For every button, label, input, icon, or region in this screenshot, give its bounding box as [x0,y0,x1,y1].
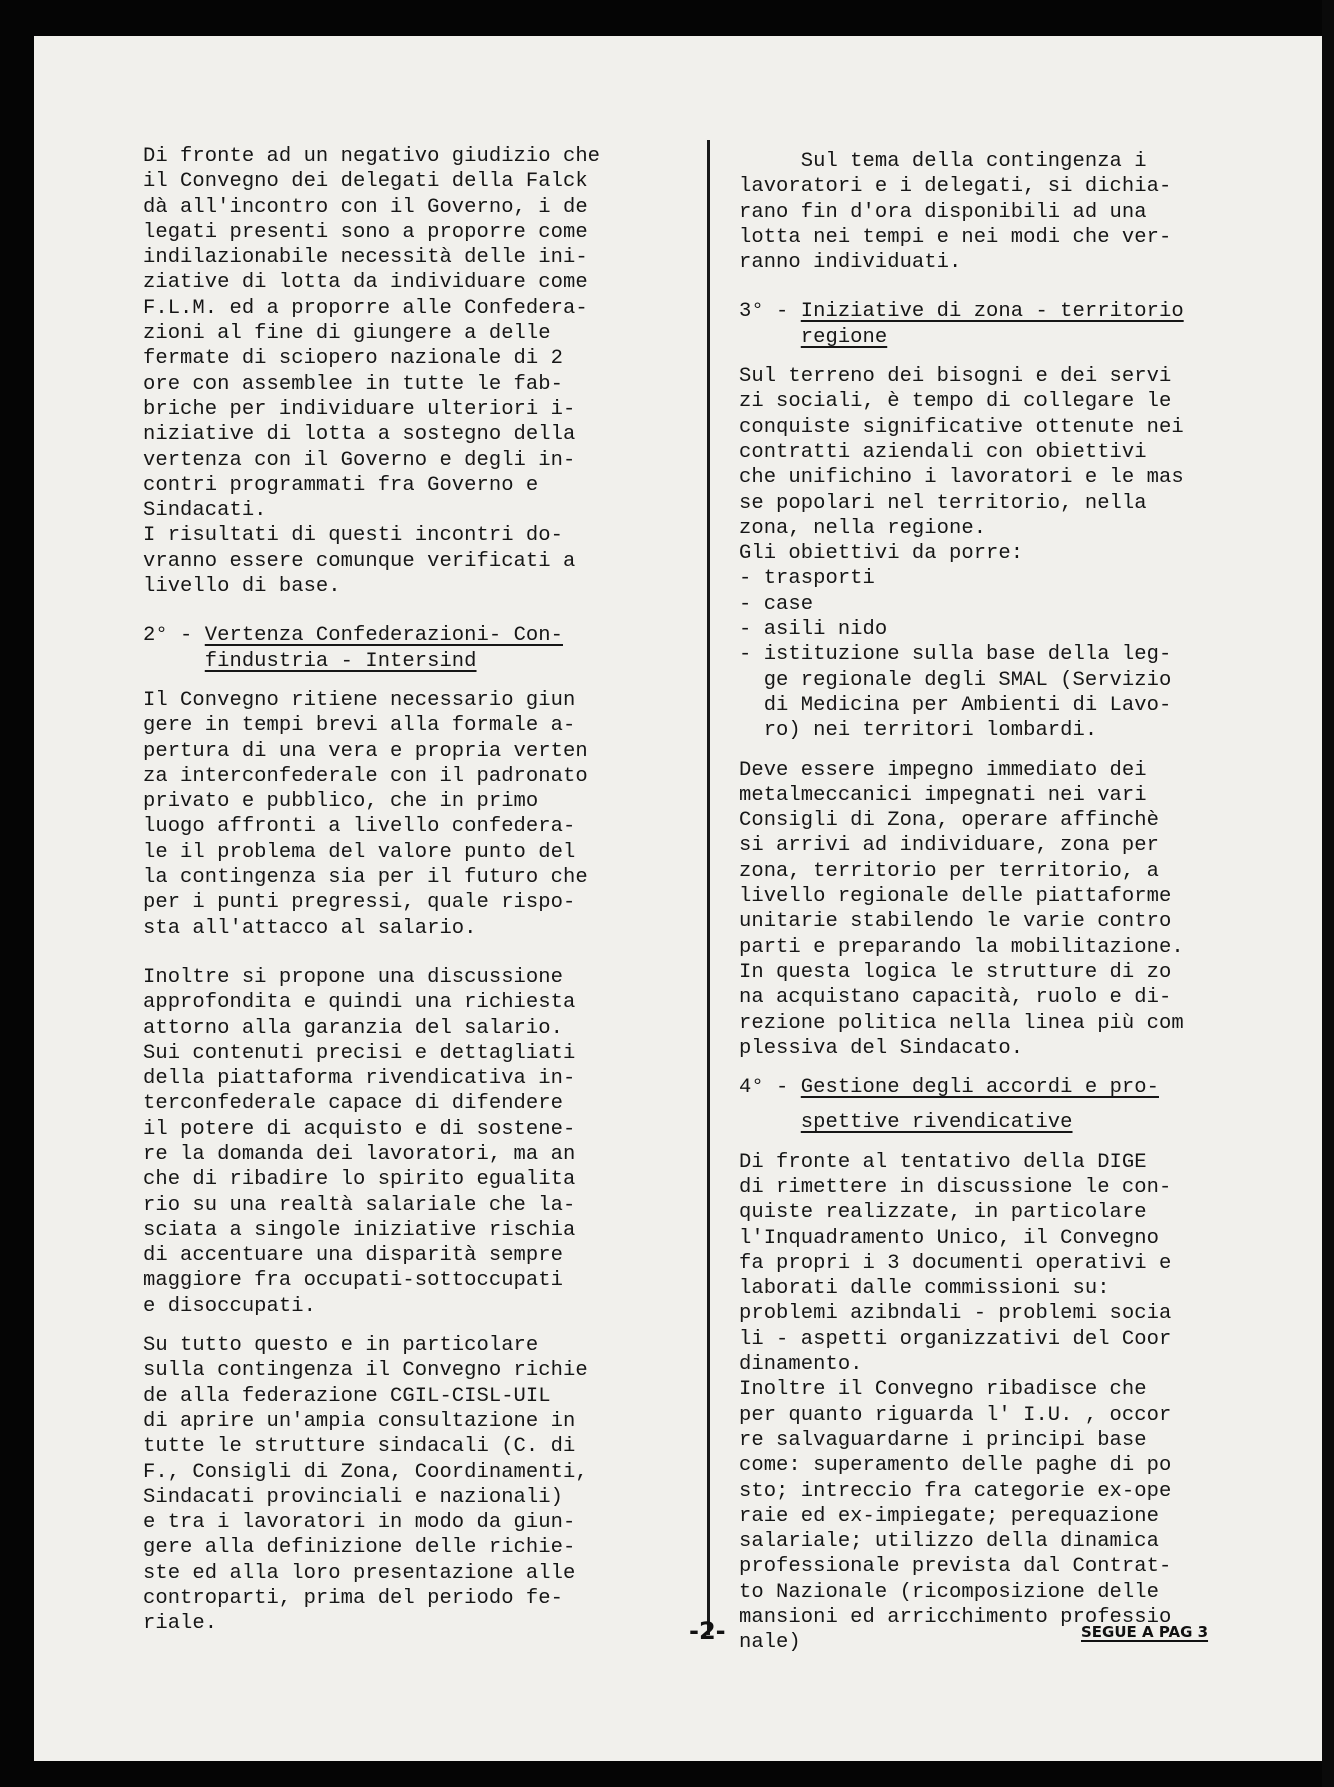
text-line: ziative di lotta da individuare come [143,271,588,295]
text-line: zona, territorio per territorio, a [739,859,1159,883]
text-line: rano fin d'ora disponibili ad una [739,200,1147,224]
page-edge [1322,0,1334,1787]
paragraph-territorio [739,364,1289,743]
right-column [739,149,1289,1656]
text-line: to Nazionale (ricomposizione delle [739,1580,1159,1604]
section-title-line: Vertenza Confederazioni- Con- [204,624,563,648]
text-line: vertenza con il Governo e degli in- [143,448,576,472]
text-line: di accentuare una disparità sempre [143,1244,563,1268]
text-line: livello di base. [143,575,341,599]
text-line: si arrivi ad individuare, zona per [739,834,1159,858]
text-line: se popolari nel territorio, nella [739,491,1147,515]
text-line: controparti, prima del periodo fe- [143,1587,563,1611]
paragraph-consigli-zona [739,758,1289,1062]
text-line: parti e preparando la mobilitazione. [739,935,1184,959]
continued-note: SEGUE A PAG 3 [1081,1623,1209,1641]
section-heading-3-cont [739,325,1289,350]
text-line: vranno essere comunque verificati a [143,549,576,573]
text-line: fa propri i 3 documenti operativi e [739,1251,1172,1275]
text-line: mansioni ed arricchimento professio [739,1606,1172,1630]
text-line: Di fronte al tentativo della DIGE [739,1150,1147,1174]
text-line: rio su una realtà salariale che la- [143,1193,576,1217]
text-line: contratti aziendali con obiettivi [739,440,1147,464]
text-line: approfondita e quindi una richiesta [143,991,576,1015]
text-line: il Convegno dei delegati della Falck [143,170,588,194]
text-line: sulla contingenza il Convegno richie [143,1359,588,1383]
left-column [143,144,703,1637]
text-line: sciata a singole iniziative rischia [143,1218,576,1242]
text-line: legati presenti sono a proporre come [143,220,588,244]
text-line: zi sociali, è tempo di collegare le [739,390,1172,414]
text-line: Consigli di Zona, operare affinchè [739,809,1159,833]
text-line: le il problema del valore punto del [143,840,576,864]
text-line: livello regionale delle piattaforme [739,885,1172,909]
text-line: che di ribadire lo spirito egualita [143,1168,576,1192]
text-line: fermate di sciopero nazionale di 2 [143,347,563,371]
text-line: il potere di acquisto e di sostene- [143,1117,576,1141]
text-line: na acquistano capacità, ruolo e di- [739,986,1172,1010]
text-line: metalmeccanici impegnati nei vari [739,783,1147,807]
text-line: rezione politica nella linea più com [739,1011,1184,1035]
text-line: niziative di lotta a sostegno della [143,423,576,447]
text-line: li - aspetti organizzativi del Coor [739,1327,1172,1351]
text-line: nale) [739,1631,801,1655]
text-line: gere in tempi brevi alla formale a- [143,714,576,738]
paragraph-intro [143,144,703,599]
text-line: di rimettere in discussione le con- [739,1175,1172,1199]
text-line: la contingenza sia per il futuro che [143,866,588,890]
paragraph-discussione [143,965,703,1319]
text-line: dinamento. [739,1353,863,1377]
text-line: laborati dalle commissioni su: [739,1277,1110,1301]
text-line: Deve essere impegno immediato dei [739,758,1147,782]
text-line: Sindacati provinciali e nazionali) [143,1485,563,1509]
text-line: za interconfederale con il padronato [143,764,588,788]
section-number: 3° - [739,300,801,324]
text-line: Sul terreno dei bisogni e dei servi [739,365,1172,389]
text-line: luogo affronti a livello confedera- [143,815,576,839]
text-line: zioni al fine di giungere a delle [143,322,551,346]
text-line: di aprire un'ampia consultazione in [143,1409,576,1433]
text-line: dà all'incontro con il Governo, i de [143,195,588,219]
text-line: tutte le strutture sindacali (C. di [143,1435,576,1459]
text-line: salariale; utilizzo della dinamica [739,1530,1159,1554]
text-line: In questa logica le strutture di zo [739,960,1172,984]
text-line: re la domanda dei lavoratori, ma an [143,1142,576,1166]
text-line: Sui contenuti precisi e dettagliati [143,1041,576,1065]
text-line: maggiore fra occupati-sottoccupati [143,1269,563,1293]
section-title-line: Iniziative di zona - territorio [800,300,1184,324]
text-line: Su tutto questo e in particolare [143,1334,539,1358]
text-line: e tra i lavoratori in modo da giun- [143,1511,576,1535]
text-line: l'Inquadramento Unico, il Convegno [739,1226,1159,1250]
text-line: ro) nei territori lombardi. [739,719,1098,743]
text-line: per quanto riguarda l' I.U. , occor [739,1403,1172,1427]
section-title-line: findustria - Intersind [204,649,477,673]
section-title-line: spettive rivendicative [800,1111,1073,1135]
text-line: de alla federazione CGIL-CISL-UIL [143,1384,551,1408]
section-heading-4-cont [739,1110,1289,1135]
text-line: sta all'attacco al salario. [143,916,477,940]
text-line: contri programmati fra Governo e [143,473,539,497]
section-heading-2-cont [143,649,703,674]
text-line: Inoltre il Convegno ribadisce che [739,1378,1147,1402]
text-line: come: superamento delle paghe di po [739,1454,1172,1478]
section-title-line: regione [800,325,888,349]
page-number: -2- [689,1617,726,1645]
text-line: - istituzione sulla base della leg- [739,643,1172,667]
section-heading-2 [143,623,703,648]
section-number: 2° - [143,624,205,648]
text-line: ore con assemblee in tutte le fab- [143,372,563,396]
text-line: quiste realizzate, in particolare [739,1201,1147,1225]
text-line: che unifichino i lavoratori e le mas [739,466,1184,490]
text-line: gere alla definizione delle richie- [143,1536,576,1560]
column-divider [707,140,710,1635]
text-line: F.L.M. ed a proporre alle Confedera- [143,296,588,320]
text-line: e disoccupati. [143,1294,316,1318]
text-line: Gli obiettivi da porre: [739,542,1024,566]
text-line: di Medicina per Ambienti di Lavo- [739,693,1172,717]
text-line: lotta nei tempi e nei modi che ver- [739,225,1172,249]
text-line: ste ed alla loro presentazione alle [143,1561,576,1585]
text-line: plessiva del Sindacato. [739,1036,1024,1060]
paragraph-vertenza [143,688,703,941]
text-line: - asili nido [739,618,888,642]
text-line: professionale prevista dal Contrat- [739,1555,1172,1579]
text-line: per i punti pregressi, quale rispo- [143,891,576,915]
text-line: Di fronte ad un negativo giudizio che [143,145,601,168]
text-line: Sul tema della contingenza i [739,150,1147,173]
text-line: I risultati di questi incontri do- [143,524,563,548]
text-line: problemi azibndali - problemi socia [739,1302,1172,1326]
section-title-line: Gestione degli accordi e pro- [800,1076,1159,1100]
text-line: Inoltre si propone una discussione [143,965,563,989]
text-line: briche per individuare ulteriori i- [143,397,576,421]
text-line: unitarie stabilendo le varie contro [739,910,1172,934]
text-line: ge regionale degli SMAL (Servizio [739,668,1172,692]
text-line: indilazionabile necessità delle ini- [143,246,588,270]
text-line: - case [739,592,814,616]
text-line: pertura di una vera e propria verten [143,739,588,763]
text-line: re salvaguardarne i principi base [739,1428,1147,1452]
text-line: raie ed ex-impiegate; perequazione [739,1504,1159,1528]
text-line: terconfederale capace di difendere [143,1092,563,1116]
text-line: della piattaforma rivendicativa in- [143,1067,576,1091]
text-line: Sindacati. [143,499,267,523]
text-line: F., Consigli di Zona, Coordinamenti, [143,1460,588,1484]
text-line: conquiste significative ottenute nei [739,415,1184,439]
paragraph-consultazione [143,1333,703,1637]
text-line: zona, nella regione. [739,516,987,540]
section-heading-4 [739,1075,1289,1100]
paragraph-gestione [739,1150,1289,1656]
text-line: ranno individuati. [739,251,962,275]
text-line: - trasporti [739,567,875,591]
paragraph-contingenza [739,149,1289,275]
text-line: attorno alla garanzia del salario. [143,1016,563,1040]
text-line: lavoratori e i delegati, si dichia- [739,175,1172,199]
text-line: sto; intreccio fra categorie ex-ope [739,1479,1172,1503]
text-line: riale. [143,1612,218,1636]
text-line: Il Convegno ritiene necessario giun [143,688,576,712]
text-line: privato e pubblico, che in primo [143,790,539,814]
section-heading-3 [739,299,1289,324]
section-number: 4° - [739,1076,801,1100]
